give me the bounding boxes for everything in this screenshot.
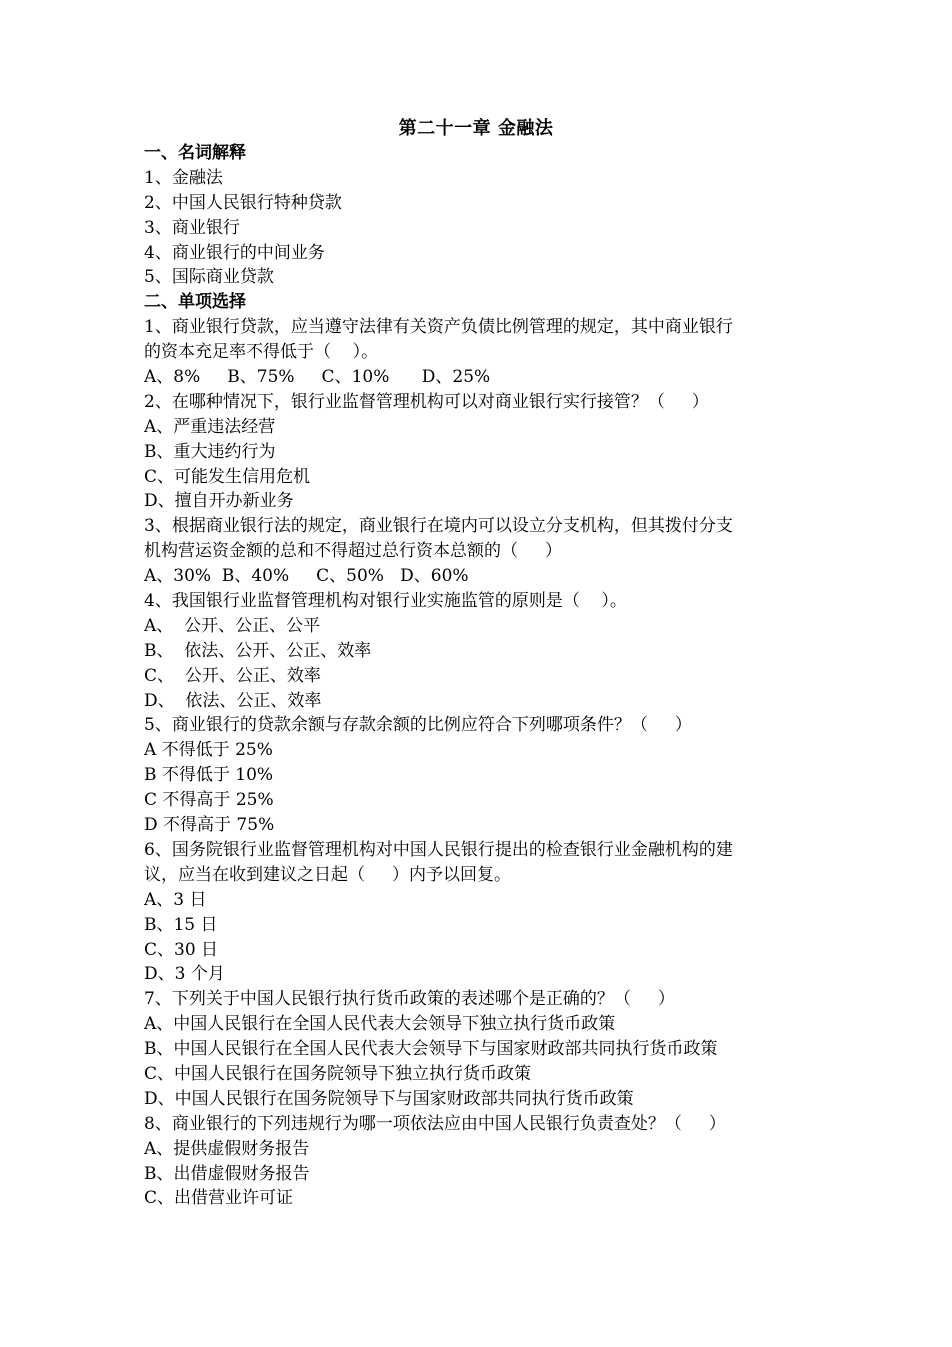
question-7-text: 7、下列关于中国人民银行执行货币政策的表述哪个是正确的？（ ） bbox=[144, 989, 675, 1010]
question-option: A 不得低于 25% bbox=[144, 740, 273, 761]
term-item: 3、商业银行 bbox=[144, 217, 240, 238]
question-option: D、擅自开办新业务 bbox=[144, 491, 294, 512]
term-item: 4、商业银行的中间业务 bbox=[144, 242, 325, 263]
question-option: A、严重违法经营 bbox=[144, 416, 276, 437]
question-6-text-cont: 议，应当在收到建议之日起（ ）内予以回复。 bbox=[144, 864, 512, 885]
question-4-text: 4、我国银行业监督管理机构对银行业实施监管的原则是（ ）。 bbox=[144, 591, 627, 612]
question-option: B、15 日 bbox=[144, 914, 218, 935]
question-option: A、中国人民银行在全国人民代表大会领导下独立执行货币政策 bbox=[144, 1014, 616, 1035]
question-option: D 不得高于 75% bbox=[144, 815, 275, 836]
question-5-text: 5、商业银行的贷款余额与存款余额的比例应符合下列哪项条件？（ ） bbox=[144, 715, 692, 736]
question-option: D、中国人民银行在国务院领导下与国家财政部共同执行货币政策 bbox=[144, 1088, 634, 1109]
question-option: D、3 个月 bbox=[144, 964, 225, 985]
term-item: 1、金融法 bbox=[144, 167, 223, 188]
question-option: B、出借虚假财务报告 bbox=[144, 1163, 310, 1184]
question-option: C、可能发生信用危机 bbox=[144, 466, 311, 487]
question-6-text: 6、国务院银行业监督管理机构对中国人民银行提出的检查银行业金融机构的建 bbox=[144, 839, 733, 860]
question-option: C、 公开、公正、效率 bbox=[144, 665, 321, 686]
question-option: A、 公开、公正、公平 bbox=[144, 615, 321, 636]
question-option: B、 依法、公开、公正、效率 bbox=[144, 640, 372, 661]
section-heading-terms: 一、名词解释 bbox=[144, 143, 246, 163]
question-3-text: 3、根据商业银行法的规定，商业银行在境内可以设立分支机构，但其拨付分支 bbox=[144, 516, 733, 537]
question-8-text: 8、商业银行的下列违规行为哪一项依法应由中国人民银行负责查处？（ ） bbox=[144, 1113, 726, 1134]
term-item: 2、中国人民银行特种贷款 bbox=[144, 192, 342, 213]
chapter-title: 第二十一章 金融法 bbox=[398, 118, 554, 139]
question-option: B、重大违约行为 bbox=[144, 441, 276, 462]
question-option: A、3 日 bbox=[144, 889, 207, 910]
question-option: A、提供虚假财务报告 bbox=[144, 1138, 310, 1159]
question-option: C、中国人民银行在国务院领导下独立执行货币政策 bbox=[144, 1063, 532, 1084]
question-1-text: 1、商业银行贷款，应当遵守法律有关资产负债比例管理的规定，其中商业银行 bbox=[144, 317, 733, 338]
question-1-options: A、8% B、75% C、10% D、25% bbox=[144, 367, 491, 388]
question-1-text-cont: 的资本充足率不得低于（ ）。 bbox=[144, 342, 379, 363]
question-option: C 不得高于 25% bbox=[144, 790, 274, 811]
question-option: B 不得低于 10% bbox=[144, 765, 274, 786]
question-option: C、出借营业许可证 bbox=[144, 1188, 294, 1209]
term-item: 5、国际商业贷款 bbox=[144, 267, 274, 288]
section-heading-single-choice: 二、单项选择 bbox=[144, 292, 246, 313]
question-option: D、 依法、公正、效率 bbox=[144, 690, 322, 711]
question-3-text-cont: 机构营运资金额的总和不得超过总行资本总额的（ ） bbox=[144, 541, 563, 562]
document-body bbox=[144, 141, 816, 1211]
question-3-options: A、30% B、40% C、50% D、60% bbox=[144, 566, 469, 587]
question-2-text: 2、在哪种情况下，银行业监督管理机构可以对商业银行实行接管？（ ） bbox=[144, 391, 709, 412]
question-option: B、中国人民银行在全国人民代表大会领导下与国家财政部共同执行货币政策 bbox=[144, 1039, 718, 1060]
question-option: C、30 日 bbox=[144, 939, 219, 960]
